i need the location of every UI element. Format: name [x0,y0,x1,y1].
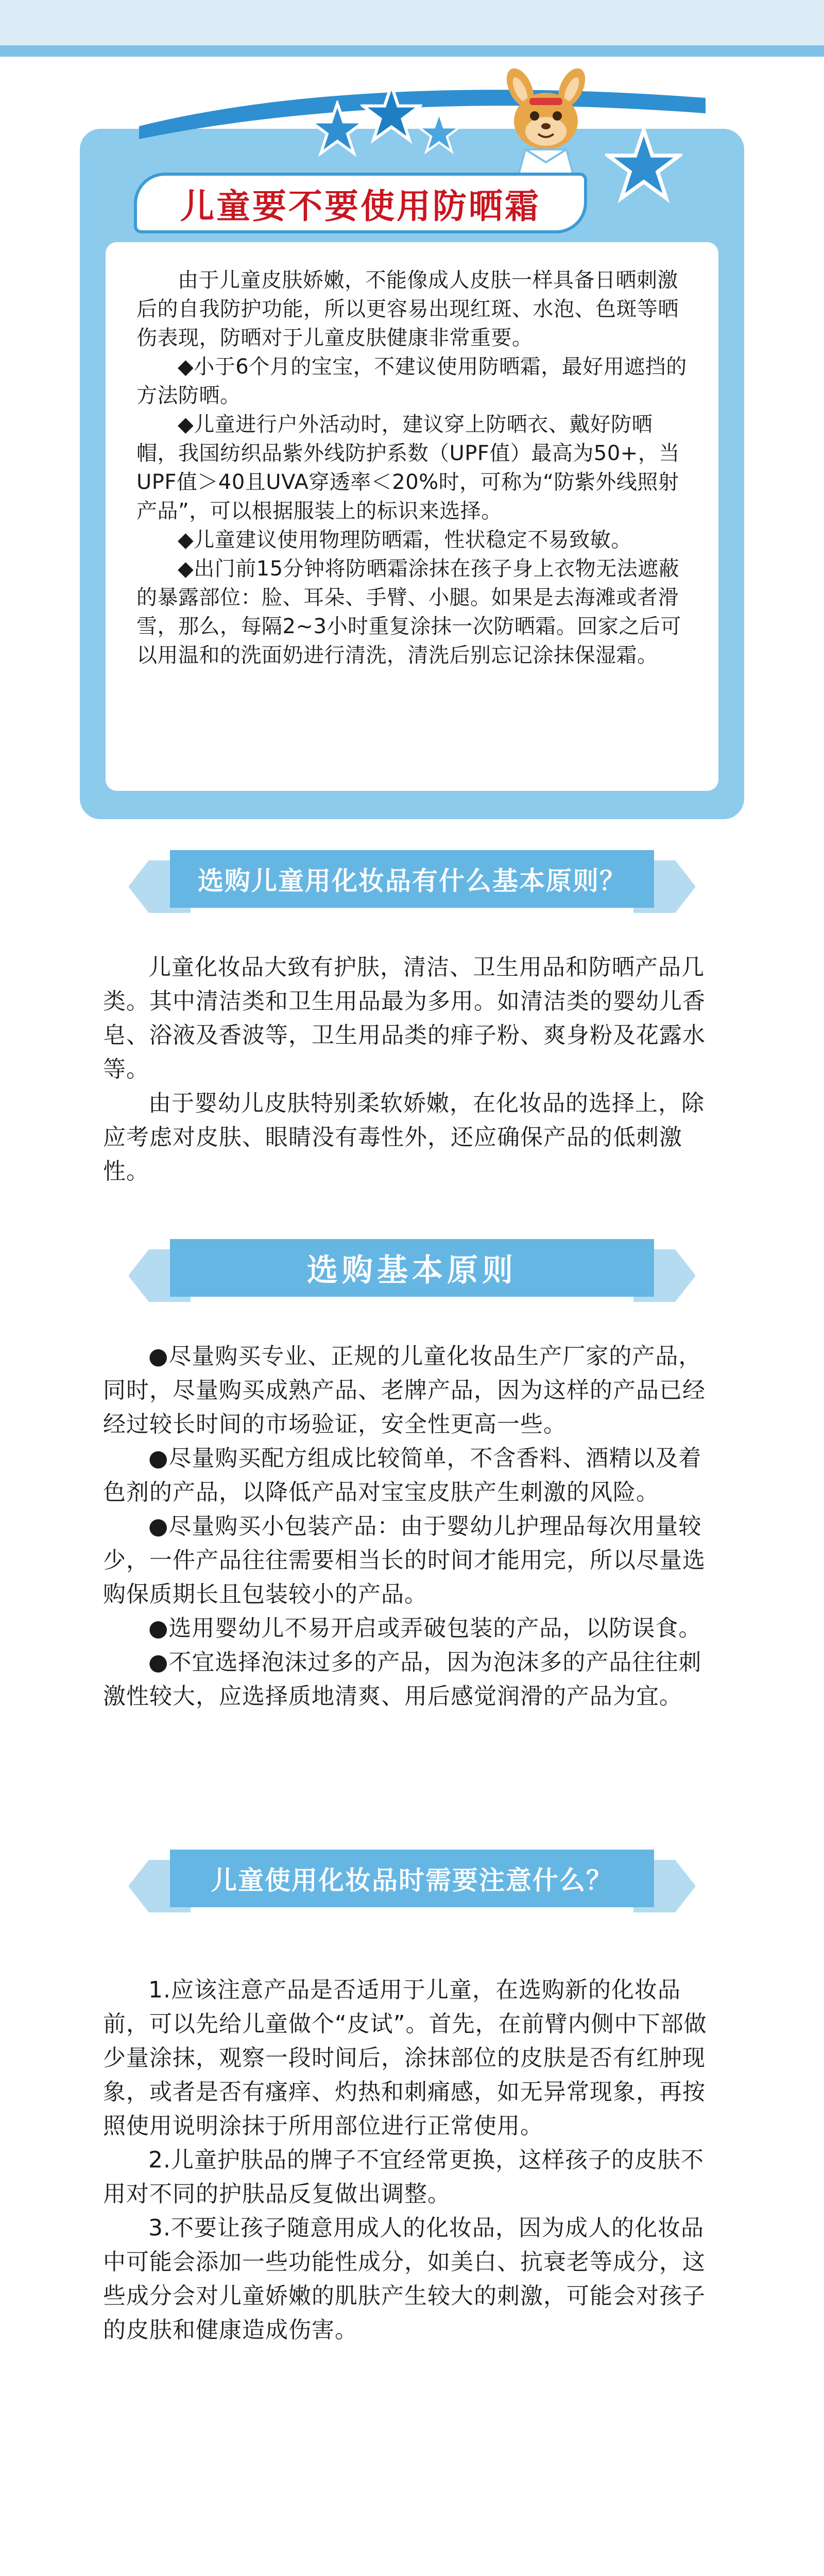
section4-paragraph: 1.应该注意产品是否适用于儿童，在选购新的化妆品前，可以先给儿童做个“皮试”。首先，在前臂内侧中下部做少量涂抹，观察一段时间后，涂抹部位的皮肤是否有红肿现象，或者是否有瘙痒、灼热和刺痛感，如无异常现象，再按照使用说明涂抹于所用部位进行正常使用。 [103,1977,707,2139]
sunscreen-panel-content [106,242,718,791]
slogan [77,2553,747,2576]
section3-body [103,1340,721,1714]
panel1-paragraph: ◆出门前15分钟将防晒霜涂抹在孩子身上衣物无法遮蔽的暴露部位：脸、耳朵、手臂、小腿。如果是去海滩或者滑雪，那么，每隔2~3小时重复涂抹一次防晒霜。回家之后可以用温和的洗面奶进行清洗，清洗后别忘记涂抹保湿霜。 [136,557,681,667]
section4-paragraph: 3.不要让孩子随意用成人的化妆品，因为成人的化妆品中可能会添加一些功能性成分，如美白、抗衰老等成分，这些成分会对儿童娇嫩的肌肤产生较大的刺激，可能会对孩子的皮肤和健康造成伤害。 [103,2215,706,2343]
top-edge-band [0,0,824,57]
star-icon [605,126,682,204]
section4-title: 儿童使用化妆品时需要注意什么？ [211,1866,613,1895]
section2-paragraph: 由于婴幼儿皮肤特别柔软娇嫩，在化妆品的选择上，除应考虑对皮肤、眼睛没有毒性外，还应确保产品的低刺激性。 [103,1090,705,1184]
star-icon [360,82,422,144]
top-edge-stripe [0,45,824,57]
section3-paragraph: ●尽量购买专业、正规的儿童化妆品生产厂家的产品，同时，尽量购买成熟产品、老牌产品，因为这样的产品已经经过较长时间的市场验证，安全性更高一些。 [103,1343,706,1437]
section4-paragraph: 2.儿童护肤品的牌子不宜经常更换，这样孩子的皮肤不用对不同的护肤品反复做出调整。 [103,2147,704,2207]
section3-title: 选购基本原则 [307,1252,517,1289]
star-icon [417,111,461,155]
section3-paragraph: ●不宜选择泡沫过多的产品，因为泡沫多的产品往往刺激性较大，应选择质地清爽、用后感觉润滑的产品为宜。 [103,1649,702,1709]
panel1-paragraph: ◆儿童建议使用物理防晒霜，性状稳定不易致敏。 [178,528,632,552]
star-icon [309,100,366,157]
sunscreen-title-banner [134,173,587,233]
section2-paragraph: 儿童化妆品大致有护肤，清洁、卫生用品和防晒产品几类。其中清洁类和卫生用品最为多用。如清洁类的婴幼儿香皂、浴液及香波等，卫生用品类的痱子粉、爽身粉及花露水等。 [103,954,706,1082]
panel1-paragraph: ◆小于6个月的宝宝，不建议使用防晒霜，最好用遮挡的方法防晒。 [136,355,687,408]
section3-ribbon [129,1234,695,1302]
panel1-paragraph: 由于儿童皮肤娇嫩，不能像成人皮肤一样具备日晒刺激后的自我防护功能，所以更容易出现红斑、水泡、色斑等晒伤表现，防晒对于儿童皮肤健康非常重要。 [136,268,679,350]
section2-body [103,951,721,1189]
section2-ribbon [129,845,695,913]
section3-paragraph: ●尽量购买配方组成比较简单，不含香料、酒精以及着色剂的产品，以降低产品对宝宝皮肤产生刺激的风险。 [103,1445,702,1505]
section4-ribbon [129,1844,695,1912]
section3-paragraph: ●选用婴幼儿不易开启或弄破包装的产品，以防误食。 [148,1615,702,1641]
panel1-paragraph: ◆儿童进行户外活动时，建议穿上防晒衣、戴好防晒帽，我国纺织品紫外线防护系数（UPF值）最高为50+，当UPF值＞40且UVA穿透率＜20%时，可称为“防紫外线照射产品”，可以根据服装上的标识来选择。 [136,413,680,523]
section3-paragraph: ●尽量购买小包装产品：由于婴幼儿护理品每次用量较少，一件产品往往需要相当长的时间才能用完，所以尽量选购保质期长且包装较小的产品。 [103,1513,706,1607]
section4-body [103,1973,721,2347]
panel1-title: 儿童要不要使用防晒霜 [180,186,541,226]
kangaroo-mascot-icon [479,67,613,191]
section2-title: 选购儿童用化妆品有什么基本原则？ [198,866,626,896]
